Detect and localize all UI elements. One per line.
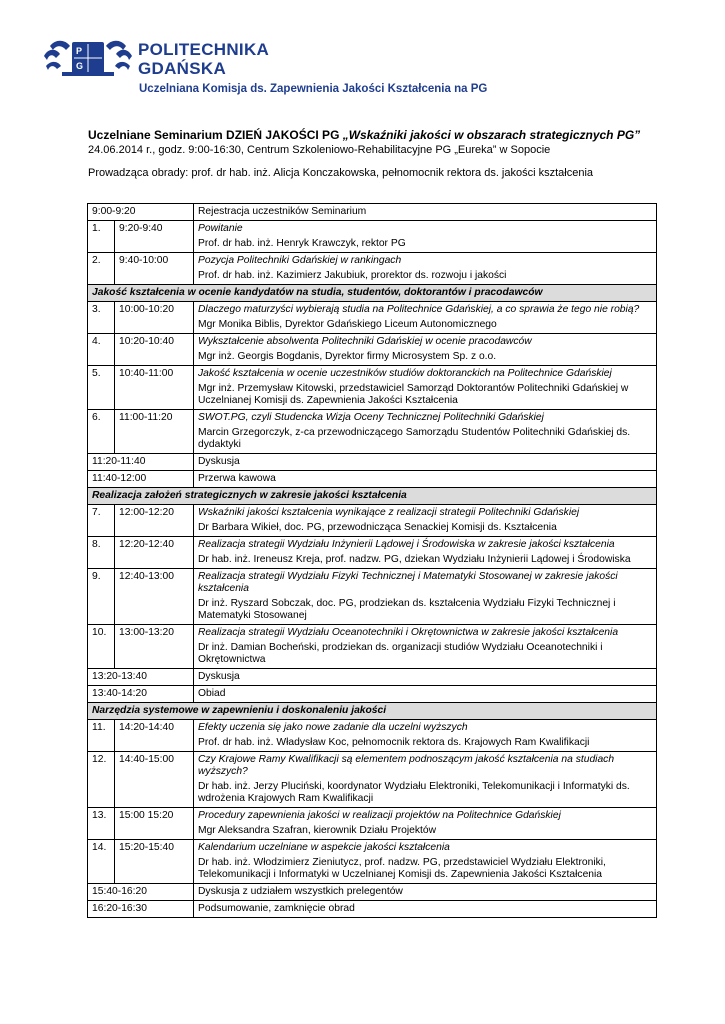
activity-cell: Dyskusja z udziałem wszystkich prelegentów <box>194 884 657 901</box>
table-row <box>88 366 657 410</box>
committee-name: Uczelniana Komisja ds. Zapewnienia Jakości Kształcenia na PG <box>139 83 488 95</box>
time-cell: 15:00 15:20 <box>115 808 194 840</box>
time-cell: 12:40-13:00 <box>115 569 194 625</box>
item-number: 14. <box>88 840 115 884</box>
table-row <box>88 454 657 471</box>
activity-cell: Dyskusja <box>194 669 657 686</box>
item-number: 1. <box>88 221 115 253</box>
time-cell: 11:40-12:00 <box>88 471 194 488</box>
talk-cell <box>194 366 657 410</box>
time-cell: 13:00-13:20 <box>115 625 194 669</box>
time-cell: 13:20-13:40 <box>88 669 194 686</box>
talk-speaker: Dr hab. inż. Ireneusz Kreja, prof. nadzw. PG, dziekan Wydziału Inżynierii Lądowej i Środowiska <box>198 554 631 565</box>
talk-topic: Realizacja strategii Wydziału Oceanotechniki i Okrętownictwa w zakresie jakości kształcenia <box>198 627 619 638</box>
talk-topic: Realizacja strategii Wydziału Inżynierii Lądowej i Środowiska w zakresie jakości kształcenia <box>198 539 615 550</box>
table-row <box>88 253 657 285</box>
activity-cell: Obiad <box>194 686 657 703</box>
talk-speaker: Dr hab. inż. Włodzimierz Zieniutycz, prof. nadzw. PG, przedstawiciel Wydziału Elektroniki, Telekomunikacji i Informatyki w Uczelnianej Komisji ds. Zapewnienia Jakości Kształcenia <box>198 857 606 880</box>
table-row <box>88 752 657 808</box>
time-cell: 14:40-15:00 <box>115 752 194 808</box>
talk-cell <box>194 302 657 334</box>
time-cell: 12:20-12:40 <box>115 537 194 569</box>
time-cell: 11:20-11:40 <box>88 454 194 471</box>
activity-cell: Przerwa kawowa <box>194 471 657 488</box>
talk-topic: Procedury zapewnienia jakości w realizacji projektów na Politechnice Gdańskiej <box>198 810 561 821</box>
talk-topic: Powitanie <box>198 223 243 234</box>
table-row <box>88 334 657 366</box>
item-number: 12. <box>88 752 115 808</box>
talk-cell <box>194 752 657 808</box>
talk-cell <box>194 505 657 537</box>
item-number: 11. <box>88 720 115 752</box>
talk-speaker: Dr inż. Damian Bocheński, prodziekan ds. organizacji studiów Wydziału Oceanotechniki i Okrętownictwa <box>198 642 603 665</box>
talk-speaker: Mgr inż. Przemysław Kitowski, przedstawiciel Samorząd Doktorantów Politechniki Gdańskiej w Uczelnianej Komisji ds. Zapewnienia Jakości Kształcenia <box>198 383 629 406</box>
table-row <box>88 285 657 302</box>
university-logo-icon <box>42 36 134 80</box>
time-cell: 10:20-10:40 <box>115 334 194 366</box>
talk-speaker: Mgr Aleksandra Szafran, kierownik Działu Projektów <box>198 825 437 836</box>
activity-cell: Podsumowanie, zamknięcie obrad <box>194 901 657 918</box>
table-row <box>88 569 657 625</box>
svg-text:P: P <box>76 46 83 56</box>
table-row <box>88 505 657 537</box>
table-row <box>88 488 657 505</box>
time-cell: 11:00-11:20 <box>115 410 194 454</box>
table-row <box>88 410 657 454</box>
item-number: 7. <box>88 505 115 537</box>
table-row <box>88 884 657 901</box>
talk-speaker: Marcin Grzegorczyk, z-ca przewodniczącego Samorządu Studentów Politechniki Gdańskiej ds. dydaktyki <box>198 427 631 450</box>
talk-cell <box>194 221 657 253</box>
table-row <box>88 471 657 488</box>
activity-cell: Dyskusja <box>194 454 657 471</box>
agenda-table <box>87 203 657 918</box>
time-cell: 10:00-10:20 <box>115 302 194 334</box>
talk-speaker: Prof. dr hab. inż. Kazimierz Jakubiuk, prorektor ds. rozwoju i jakości <box>198 270 507 281</box>
talk-cell <box>194 410 657 454</box>
table-row <box>88 204 657 221</box>
table-row <box>88 703 657 720</box>
talk-cell <box>194 253 657 285</box>
talk-cell <box>194 569 657 625</box>
talk-speaker: Dr hab. inż. Jerzy Pluciński, koordynator Wydziału Elektroniki, Telekomunikacji i Informatyki ds. wdrożenia Krajowych Ram Kwalifikacji <box>198 781 630 804</box>
activity-cell: Rejestracja uczestników Seminarium <box>194 204 657 221</box>
item-number: 5. <box>88 366 115 410</box>
talk-topic: Czy Krajowe Ramy Kwalifikacji są elementem podnoszącym jakość kształcenia na studiach wyższych? <box>198 754 615 777</box>
talk-cell <box>194 537 657 569</box>
talk-topic: Wskaźniki jakości kształcenia wynikające z realizacji strategii Politechniki Gdańskiej <box>198 507 580 518</box>
brand-line-1: POLITECHNIKA <box>138 40 270 59</box>
svg-text:G: G <box>76 61 84 71</box>
item-number: 2. <box>88 253 115 285</box>
table-row <box>88 625 657 669</box>
section-heading: Narzędzia systemowe w zapewnieniu i doskonaleniu jakości <box>88 703 657 720</box>
talk-cell <box>194 334 657 366</box>
table-row <box>88 840 657 884</box>
item-number: 10. <box>88 625 115 669</box>
talk-cell <box>194 625 657 669</box>
event-date-venue: 24.06.2014 r., godz. 9:00-16:30, Centrum Szkoleniowo-Rehabilitacyjne PG „Eureka” w Sopocie <box>88 144 551 156</box>
table-row <box>88 720 657 752</box>
table-row <box>88 221 657 253</box>
time-cell: 14:20-14:40 <box>115 720 194 752</box>
brand-line-2: GDAŃSKA <box>138 59 227 78</box>
item-number: 9. <box>88 569 115 625</box>
item-number: 3. <box>88 302 115 334</box>
table-row <box>88 901 657 918</box>
talk-speaker: Dr Barbara Wikieł, doc. PG, przewodnicząca Senackiej Komisji ds. Kształcenia <box>198 522 557 533</box>
table-row <box>88 808 657 840</box>
time-cell: 9:40-10:00 <box>115 253 194 285</box>
table-row <box>88 302 657 334</box>
time-cell: 15:20-15:40 <box>115 840 194 884</box>
talk-topic: Efekty uczenia się jako nowe zadanie dla uczelni wyższych <box>198 722 468 733</box>
talk-speaker: Prof. dr hab. inż. Władysław Koc, pełnomocnik rektora ds. Krajowych Ram Kwalifikacji <box>198 737 590 748</box>
item-number: 13. <box>88 808 115 840</box>
talk-cell <box>194 720 657 752</box>
table-row <box>88 686 657 703</box>
table-row <box>88 669 657 686</box>
talk-speaker: Dr inż. Ryszard Sobczak, doc. PG, prodziekan ds. kształcenia Wydziału Fizyki Technicznej i Matematyki Stosowanej <box>198 598 616 621</box>
university-name <box>138 40 269 78</box>
section-heading: Realizacja założeń strategicznych w zakresie jakości kształcenia <box>88 488 657 505</box>
section-heading: Jakość kształcenia w ocenie kandydatów na studia, studentów, doktorantów i pracodawców <box>88 285 657 302</box>
item-number: 8. <box>88 537 115 569</box>
talk-cell <box>194 808 657 840</box>
time-cell: 9:20-9:40 <box>115 221 194 253</box>
document-title <box>88 128 640 142</box>
talk-topic: Jakość kształcenia w ocenie uczestników studiów doktoranckich na Politechnice Gdańskiej <box>198 368 612 379</box>
time-cell: 16:20-16:30 <box>88 901 194 918</box>
talk-cell <box>194 840 657 884</box>
time-cell: 12:00-12:20 <box>115 505 194 537</box>
talk-topic: Kalendarium uczelniane w aspekcie jakości kształcenia <box>198 842 450 853</box>
talk-speaker: Mgr inż. Georgis Bogdanis, Dyrektor firmy Microsystem Sp. z o.o. <box>198 351 497 362</box>
time-cell: 13:40-14:20 <box>88 686 194 703</box>
session-chair: Prowadząca obrady: prof. dr hab. inż. Alicja Konczakowska, pełnomocnik rektora ds. jakości kształcenia <box>88 167 594 179</box>
agenda-body <box>88 204 657 918</box>
title-plain: Uczelniane Seminarium DZIEŃ JAKOŚCI PG <box>88 128 343 142</box>
item-number: 6. <box>88 410 115 454</box>
talk-topic: SWOT.PG, czyli Studencka Wizja Oceny Technicznej Politechniki Gdańskiej <box>198 412 544 423</box>
talk-topic: Wykształcenie absolwenta Politechniki Gdańskiej w ocenie pracodawców <box>198 336 532 347</box>
table-row <box>88 537 657 569</box>
time-cell: 9:00-9:20 <box>88 204 194 221</box>
talk-topic: Realizacja strategii Wydziału Fizyki Technicznej i Matematyki Stosowanej w zakresie jakości kształcenia <box>198 571 618 594</box>
talk-topic: Pozycja Politechniki Gdańskiej w rankingach <box>198 255 402 266</box>
time-cell: 15:40-16:20 <box>88 884 194 901</box>
talk-speaker: Mgr Monika Biblis, Dyrektor Gdańskiego Liceum Autonomicznego <box>198 319 497 330</box>
item-number: 4. <box>88 334 115 366</box>
time-cell: 10:40-11:00 <box>115 366 194 410</box>
talk-topic: Dlaczego maturzyści wybierają studia na Politechnice Gdańskiej, a co sprawia że tego nie robią? <box>198 304 640 315</box>
title-italic: „Wskaźniki jakości w obszarach strategicznych PG” <box>342 128 641 142</box>
talk-speaker: Prof. dr hab. inż. Henryk Krawczyk, rektor PG <box>198 238 406 249</box>
